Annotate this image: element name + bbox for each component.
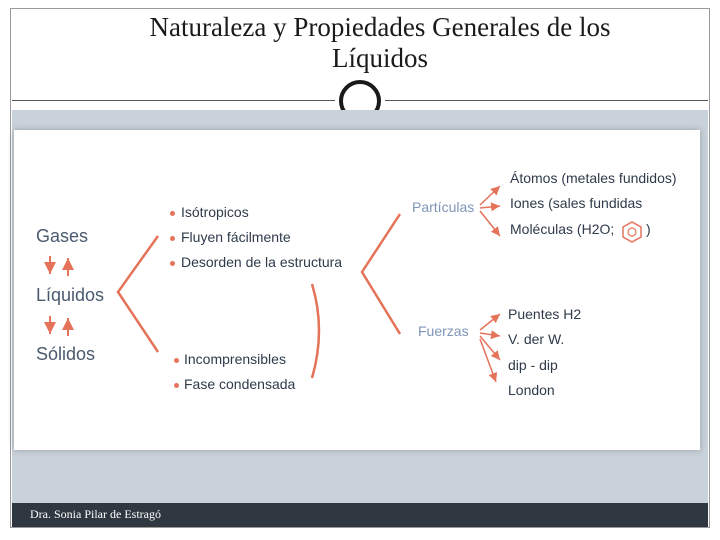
state-liquidos: Líquidos: [36, 285, 105, 305]
category-fuerzas: Fuerzas: [418, 323, 469, 339]
bullet-icon: [174, 383, 179, 388]
chevron-liquidos: [118, 236, 158, 352]
bullet-icon: [170, 261, 175, 266]
property-item: Fluyen fácilmente: [181, 229, 291, 245]
state-solidos: Sólidos: [36, 344, 96, 364]
force-item: V. der W.: [508, 331, 565, 347]
chevron-categories: [362, 214, 400, 334]
author-credit: Dra. Sonia Pilar de Estragó: [30, 507, 161, 521]
property-item: Fase condensada: [184, 376, 296, 392]
curve-properties: [312, 284, 319, 378]
force-item: Puentes H2: [508, 306, 582, 322]
bullet-icon: [170, 211, 175, 216]
title-line-1: Naturaleza y Propiedades Generales de los: [149, 12, 611, 42]
particle-item: Moléculas (H2O;: [510, 221, 615, 237]
property-item: Desorden de la estructura: [181, 254, 343, 270]
property-item: Isótropicos: [181, 204, 249, 220]
force-item: London: [508, 382, 555, 398]
force-item: dip - dip: [508, 357, 558, 373]
title-line-2: Líquidos: [331, 43, 428, 73]
particle-item-close: ): [646, 221, 651, 237]
state-gases: Gases: [36, 226, 89, 246]
category-particulas: Partículas: [412, 199, 475, 215]
bullet-icon: [174, 358, 179, 363]
benzene-icon: [623, 222, 641, 242]
particle-item: Átomos (metales fundidos): [510, 170, 677, 186]
bullet-icon: [170, 236, 175, 241]
particle-item: Iones (sales fundidas: [510, 195, 643, 211]
property-item: Incomprensibles: [184, 351, 286, 367]
